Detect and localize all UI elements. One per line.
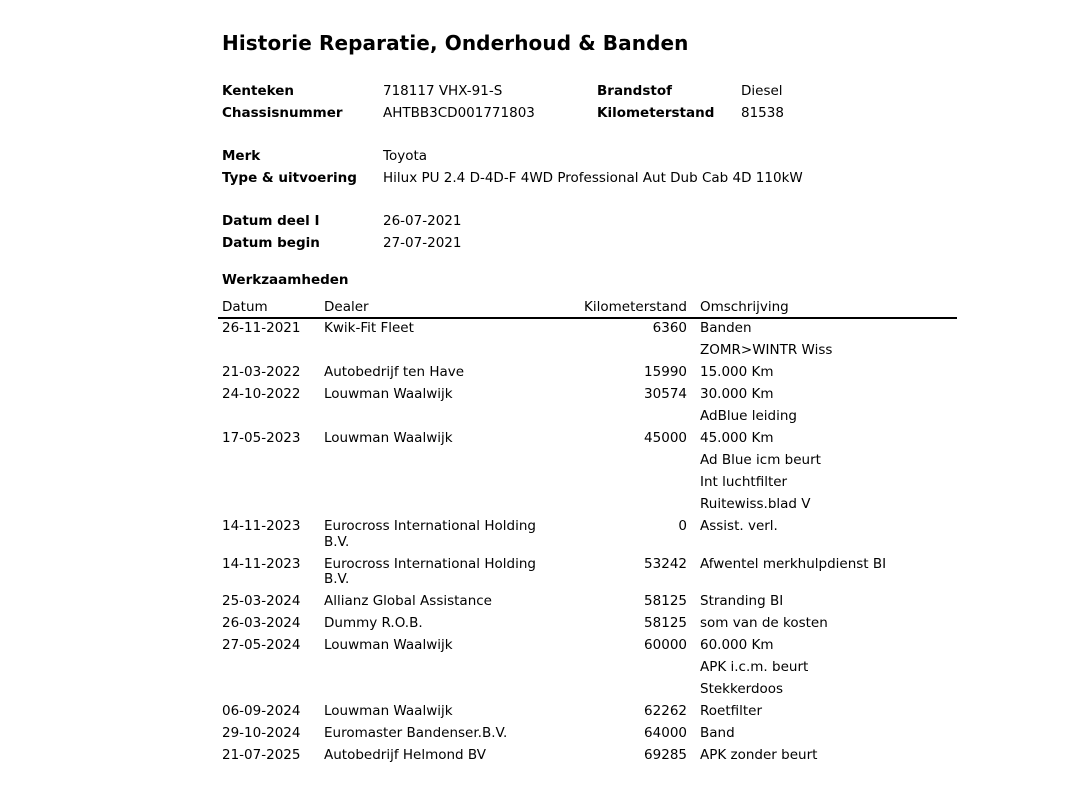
row-kilometerstand: 62262	[644, 703, 687, 719]
row-omschrijving: Roetfilter	[700, 703, 763, 719]
row-kilometerstand: 58125	[644, 593, 687, 609]
row-datum: 27-05-2024	[222, 637, 301, 653]
merk-value: Toyota	[383, 148, 428, 164]
row-datum: 26-11-2021	[222, 320, 301, 336]
row-omschrijving: Assist. verl.	[700, 518, 778, 534]
row-omschrijving: 30.000 Km	[700, 386, 774, 402]
merk-label: Merk	[222, 148, 261, 164]
row-datum: 14-11-2023	[222, 555, 301, 572]
row-omschrijving: Stranding BI	[700, 593, 784, 609]
type-label: Type & uitvoering	[222, 170, 357, 186]
column-header-omschrijving: Omschrijving	[700, 299, 789, 315]
kenteken-value: 718117 VHX-91-S	[383, 83, 503, 99]
row-kilometerstand: 69285	[644, 747, 687, 763]
kilometerstand-label: Kilometerstand	[597, 105, 715, 121]
row-kilometerstand: 30574	[644, 386, 687, 402]
row-kilometerstand: 45000	[644, 430, 687, 446]
row-dealer: Eurocross International Holding B.V.	[324, 555, 536, 587]
row-datum: 26-03-2024	[222, 615, 301, 631]
column-header-datum: Datum	[222, 299, 268, 315]
page-title: Historie Reparatie, Onderhoud & Banden	[222, 31, 689, 55]
column-header-kilometerstand: Kilometerstand	[584, 299, 687, 315]
row-omschrijving: 15.000 Km	[700, 364, 774, 380]
datum-deel-value: 26-07-2021	[383, 213, 462, 229]
row-dealer: Louwman Waalwijk	[324, 637, 453, 653]
chassis-label: Chassisnummer	[222, 105, 343, 121]
row-omschrijving: 60.000 Km	[700, 637, 774, 653]
row-omschrijving: AdBlue leiding	[700, 408, 797, 424]
row-omschrijving: som van de kosten	[700, 615, 828, 631]
row-dealer: Autobedrijf Helmond BV	[324, 747, 486, 763]
row-dealer: Louwman Waalwijk	[324, 386, 453, 402]
row-dealer: Euromaster Bandenser.B.V.	[324, 725, 508, 741]
row-datum: 21-03-2022	[222, 364, 301, 380]
row-omschrijving: Afwentel merkhulpdienst BI	[700, 555, 887, 572]
row-kilometerstand: 58125	[644, 615, 687, 631]
datum-deel-label: Datum deel I	[222, 213, 320, 229]
row-dealer: Autobedrijf ten Have	[324, 364, 465, 380]
datum-begin-value: 27-07-2021	[383, 235, 462, 251]
kenteken-label: Kenteken	[222, 83, 294, 99]
row-dealer: Louwman Waalwijk	[324, 703, 453, 719]
row-datum: 24-10-2022	[222, 386, 301, 402]
row-datum: 21-07-2025	[222, 747, 301, 763]
row-kilometerstand: 0	[678, 518, 687, 534]
row-kilometerstand: 60000	[644, 637, 687, 653]
row-kilometerstand: 15990	[644, 364, 687, 380]
row-omschrijving: Ruitewiss.blad V	[700, 496, 811, 512]
row-omschrijving: Band	[700, 725, 735, 741]
row-dealer: Allianz Global Assistance	[324, 593, 492, 609]
chassis-value: AHTBB3CD001771803	[383, 105, 535, 121]
row-omschrijving: APK zonder beurt	[700, 747, 818, 763]
row-omschrijving: Ad Blue icm beurt	[700, 452, 821, 468]
row-dealer: Kwik-Fit Fleet	[324, 320, 414, 336]
brandstof-value: Diesel	[741, 83, 783, 99]
row-dealer: Eurocross International Holding B.V.	[324, 518, 536, 550]
row-datum: 14-11-2023	[222, 518, 301, 534]
row-omschrijving: Stekkerdoos	[700, 681, 784, 697]
row-kilometerstand: 53242	[644, 555, 687, 572]
type-value: Hilux PU 2.4 D-4D-F 4WD Professional Aut Dub Cab 4D 110kW	[383, 170, 803, 186]
row-omschrijving: Int luchtfilter	[700, 474, 788, 490]
datum-begin-label: Datum begin	[222, 235, 320, 251]
row-omschrijving: ZOMR>WINTR Wiss	[700, 342, 833, 358]
row-datum: 06-09-2024	[222, 703, 301, 719]
header-divider	[218, 317, 957, 319]
column-header-dealer: Dealer	[324, 299, 369, 315]
row-kilometerstand: 6360	[652, 320, 687, 336]
row-omschrijving: Banden	[700, 320, 752, 336]
brandstof-label: Brandstof	[597, 83, 672, 99]
kilometerstand-value: 81538	[741, 105, 784, 121]
row-datum: 17-05-2023	[222, 430, 301, 446]
row-omschrijving: APK i.c.m. beurt	[700, 659, 809, 675]
row-kilometerstand: 64000	[644, 725, 687, 741]
row-dealer: Dummy R.O.B.	[324, 615, 423, 631]
werkzaamheden-title: Werkzaamheden	[222, 272, 349, 288]
row-datum: 29-10-2024	[222, 725, 301, 741]
row-omschrijving: 45.000 Km	[700, 430, 774, 446]
row-dealer: Louwman Waalwijk	[324, 430, 453, 446]
row-datum: 25-03-2024	[222, 593, 301, 609]
